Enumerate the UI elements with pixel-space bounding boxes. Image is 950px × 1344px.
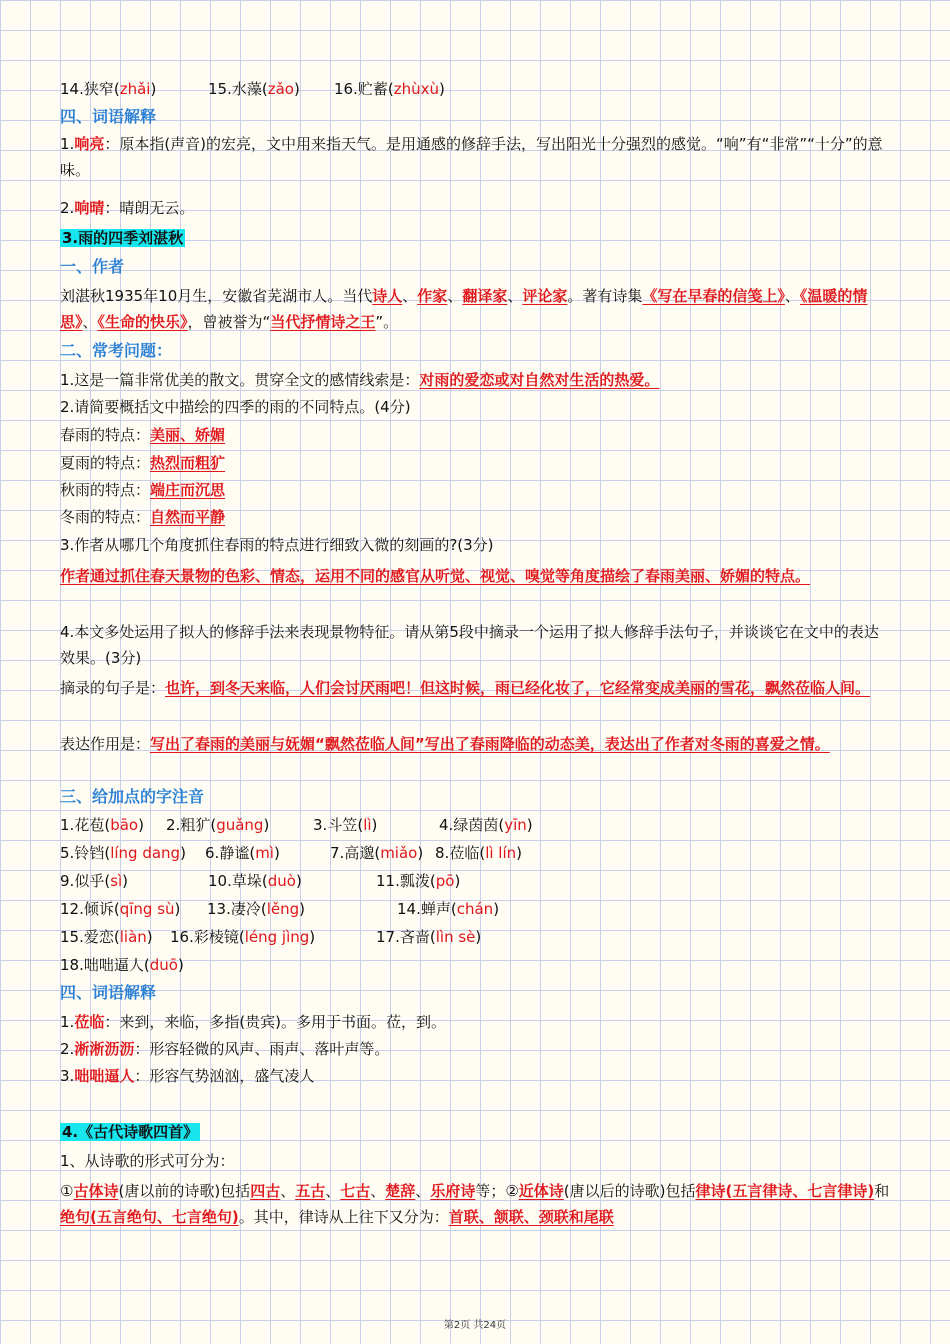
pinyin-item: 16.彩棱镜(léng jìng): [170, 928, 316, 946]
pinyin-item: 1.花苞(bāo): [60, 816, 144, 834]
pinyin-item: 4.绿茵茵(yīn): [439, 816, 533, 834]
poetry-forms-paragraph: ①古体诗(唐以前的诗歌)包括四古、五古、七古、楚辞、乐府诗等；②近体诗(唐以后的诗歌)包括律诗(五言律诗、七言律诗)和绝句(五言绝句、七言绝句)。其中，律诗从上往下又分为：首联、颔联、颈联和尾联: [60, 1182, 890, 1226]
definition-item: 3.咄咄逼人：形容气势汹汹，盛气凌人: [60, 1067, 315, 1085]
definition-item: 2.响晴：晴朗无云。: [60, 199, 195, 217]
question: 1.这是一篇非常优美的散文。贯穿全文的感情线索是：对雨的爱恋或对自然对生活的热爱。: [60, 371, 660, 389]
section-heading: 二、常考问题：: [60, 341, 173, 360]
pinyin-item: 6.静谧(mì): [205, 844, 280, 862]
pinyin-item: 5.铃铛(líng dang): [60, 844, 186, 862]
season-feature: 夏雨的特点：热烈而粗犷: [60, 454, 226, 472]
definition-item: 1.莅临：来到，来临，多指(贵宾)。多用于书面。莅，到。: [60, 1013, 447, 1031]
pinyin-item: 15.水藻(zǎo): [208, 80, 300, 98]
season-feature: 春雨的特点：美丽、娇媚: [60, 426, 226, 444]
pinyin-item: 13.凄冷(lěng): [207, 900, 306, 918]
author-paragraph: 刘湛秋1935年10月生，安徽省芜湖市人。当代诗人、作家、翻译家、评论家。著有诗集《写在早春的信笺上》、《温暖的情思》、《生命的快乐》，曾被誉为“当代抒情诗之王”。: [60, 287, 868, 331]
pinyin-item: 16.贮蓄(zhùxù): [334, 80, 445, 98]
pinyin-item: 3.斗笠(lì): [313, 816, 378, 834]
pinyin-item: 14.蝉声(chán): [397, 900, 500, 918]
answer: 作者通过抓住春天景物的色彩、情态，运用不同的感官从听觉、视觉、嗅觉等角度描绘了春雨美丽、娇媚的特点。: [60, 567, 811, 585]
season-feature: 秋雨的特点：端庄而沉思: [60, 481, 226, 499]
pinyin-item: 17.吝啬(lìn sè): [376, 928, 482, 946]
definition-item: 2.淅淅沥沥：形容轻微的风声、雨声、落叶声等。: [60, 1040, 390, 1058]
section-heading: 四、词语解释: [60, 983, 157, 1002]
pinyin-item: 9.似乎(sì): [60, 872, 129, 890]
pinyin-item: 14.狭窄(zhǎi): [60, 80, 157, 98]
pinyin-item: 7.高邈(miǎo): [330, 844, 424, 862]
lesson-title: 4.《古代诗歌四首》: [62, 1123, 199, 1141]
pinyin-item: 10.草垛(duò): [208, 872, 302, 890]
answer: 摘录的句子是：也许，到冬天来临，人们会讨厌雨吧！但这时候，雨已经化妆了，它经常变成美丽的雪花，飘然莅临人间。: [60, 679, 871, 697]
pinyin-item: 18.咄咄逼人(duō): [60, 956, 184, 974]
question: 3.作者从哪几个角度抓住春雨的特点进行细致入微的刻画的?(3分): [60, 536, 494, 554]
pinyin-item: 11.瓢泼(pō): [376, 872, 461, 890]
section-heading: 一、作者: [60, 257, 125, 276]
section-heading: 三、给加点的字注音: [60, 787, 205, 806]
pinyin-item: 15.爱恋(liàn): [60, 928, 153, 946]
section-heading: 四、词语解释: [60, 107, 157, 126]
pinyin-item: 8.莅临(lì lín): [435, 844, 522, 862]
lesson-title: 3.雨的四季刘湛秋: [62, 229, 184, 247]
question: 2.请简要概括文中描绘的四季的雨的不同特点。(4分): [60, 398, 411, 416]
question: 4.本文多处运用了拟人的修辞手法来表现景物特征。请从第5段中摘录一个运用了拟人修辞手法句子，并谈谈它在文中的表达效果。(3分): [60, 623, 879, 667]
definition-item: 1.响亮：原本指(声音)的宏亮，文中用来指天气。是用通感的修辞手法，写出阳光十分强烈的感觉。“响”有“非常”“十分”的意味。: [60, 135, 883, 179]
page-footer: 第2页 共24页: [443, 1320, 507, 1331]
answer: 表达作用是：写出了春雨的美丽与妩媚“飘然莅临人间”写出了春雨降临的动态美，表达出了作者对冬雨的喜爱之情。: [60, 735, 830, 753]
paragraph: 1、从诗歌的形式可分为：: [60, 1152, 235, 1170]
pinyin-item: 12.倾诉(qīng sù): [60, 900, 181, 918]
season-feature: 冬雨的特点：自然而平静: [60, 508, 226, 526]
pinyin-item: 2.粗犷(guǎng): [166, 816, 270, 834]
